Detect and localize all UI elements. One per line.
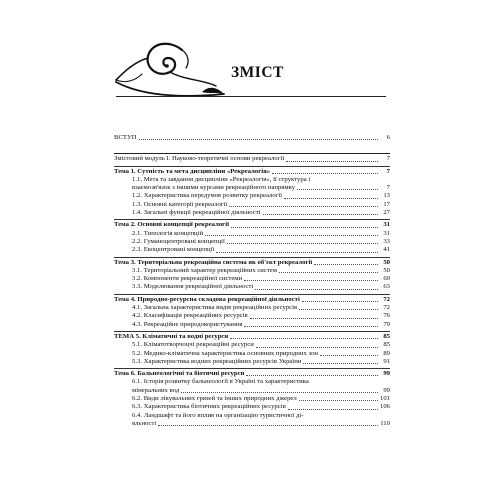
toc-entry-label: ВСТУП: [114, 134, 137, 141]
toc-subentry[interactable]: [114, 358, 390, 366]
toc-subentry[interactable]: [114, 341, 390, 349]
toc-subentry[interactable]: [114, 267, 390, 275]
toc-page-number: 17: [383, 200, 390, 208]
toc-subentry-label: 2.1. Типологія концепцій: [132, 229, 204, 237]
toc-topic-heading[interactable]: [114, 168, 390, 176]
toc-subentry[interactable]: [114, 238, 390, 246]
toc-subentry-row: [132, 201, 390, 209]
toc-subentry-row: [132, 283, 390, 291]
toc-subentry-row: [132, 304, 390, 312]
toc-subentry-row: [132, 350, 390, 358]
toc-subentry-row: [132, 358, 390, 366]
toc-subentry-row: [132, 395, 390, 403]
dot-leader: [299, 400, 378, 401]
dot-leader: [303, 363, 378, 364]
toc-topic-label: Тема 2. Основні концепції рекреалогії: [114, 221, 229, 229]
dot-leader: [229, 206, 378, 207]
dot-leader: [231, 227, 378, 228]
section-divider: [114, 219, 390, 220]
toc-subentry-label: яльності: [132, 419, 157, 427]
toc-subentry-label: взаємозв'язок з іншими курсами рекреаційного напрямку: [132, 184, 296, 192]
dot-leader: [158, 425, 378, 426]
toc-page-number: 72: [383, 304, 390, 312]
toc-subentry[interactable]: [114, 350, 390, 358]
toc-page-number: 33: [383, 237, 390, 245]
toc-subentry-row: [132, 275, 390, 283]
section-divider: [114, 166, 390, 167]
toc-subentry-label: 5.3. Характеристика водних рекреаційних ресурсів України: [132, 357, 302, 365]
toc-subentry[interactable]: [114, 246, 390, 254]
toc-subentry[interactable]: [114, 201, 390, 209]
toc-subentry[interactable]: [114, 176, 390, 193]
toc-page-number: 63: [383, 283, 390, 291]
toc-page-number: 101: [379, 395, 390, 403]
dot-leader: [250, 318, 378, 319]
toc-subentry[interactable]: [114, 412, 390, 429]
toc-topic-heading[interactable]: [114, 370, 390, 378]
toc-page-number: 99: [383, 386, 390, 394]
dot-leader: [297, 189, 378, 190]
dot-leader: [255, 289, 378, 290]
toc-subentry[interactable]: [114, 304, 390, 312]
toc-subentry-label: 1.3. Основні категорії рекреалогії: [132, 200, 228, 208]
toc-subentry[interactable]: [114, 403, 390, 411]
section-divider: [114, 294, 390, 295]
toc-subentry-label: 4.1. Загальна характеристика видів рекреаційних ресурсів: [132, 304, 298, 312]
toc-subentry-label: 3.3. Моделювання рекреаційної діяльності: [132, 283, 254, 291]
toc-topic-heading[interactable]: [114, 259, 390, 267]
dot-leader: [288, 409, 378, 410]
toc-subentry-label-line: 6.4. Ландшафт та його вплив на організацію туристичної ді-: [132, 411, 304, 419]
toc-topic-label: Тема 1. Сутність та мета дисципліни «Рекреалогія»: [114, 167, 271, 175]
toc-page-number: 85: [383, 332, 390, 340]
toc-topic-label: Тема 4. Природно-ресурсна складова рекреаційної діяльності: [114, 295, 300, 303]
toc-subentry-row: [132, 192, 390, 200]
toc-subentry[interactable]: [114, 192, 390, 200]
dot-leader: [227, 243, 378, 244]
toc-page-number: 6: [386, 134, 390, 141]
toc-subentry[interactable]: [114, 378, 390, 395]
dot-leader: [263, 214, 378, 215]
toc-page-number: 79: [383, 320, 390, 328]
toc-page-number: 91: [383, 357, 390, 365]
toc-page-number: 85: [383, 341, 390, 349]
toc-subentry-label: 6.2. Види лікувальних грязей та інших природних джерел: [132, 395, 297, 403]
toc-subentry-row: [132, 230, 390, 238]
dot-leader: [139, 139, 378, 140]
toc-subentry-label: 2.2. Гуманоцентровані концепції: [132, 237, 225, 245]
dot-leader: [216, 252, 378, 253]
toc-entry-module[interactable]: [114, 155, 390, 163]
toc-topic-heading[interactable]: [114, 333, 390, 341]
dot-leader: [279, 272, 378, 273]
dot-leader: [244, 280, 378, 281]
toc-topic-label: Тема 3. Територіальна рекреаційна система як об'єкт рекреалогії: [114, 258, 313, 266]
toc-subentry-row: [132, 321, 390, 329]
toc-page-number: 72: [383, 295, 390, 303]
toc-page-number: 76: [383, 312, 390, 320]
toc-page-number: 106: [379, 403, 390, 411]
title-underline-divider: [116, 96, 386, 97]
toc-subentry-label: 5.2. Медико-кліматична характеристика основних природних зон: [132, 349, 319, 357]
toc-subentry-row: [132, 341, 390, 349]
dot-leader: [320, 355, 378, 356]
section-divider: [114, 368, 390, 369]
dot-leader: [181, 392, 378, 393]
toc-subentry-row: [132, 387, 390, 395]
dot-leader: [286, 161, 378, 162]
toc-page-number: 13: [383, 192, 390, 200]
toc-subentry[interactable]: [114, 312, 390, 320]
toc-page-number: 31: [383, 221, 390, 229]
toc-subentry-label: 4.3. Рекреаційне природокористування: [132, 320, 243, 328]
toc-subentry[interactable]: [114, 395, 390, 403]
section-divider: [114, 153, 390, 154]
toc-subentry-label-line: 6.1. Історія розвитку бальнеології в Україні та характеристика: [132, 378, 309, 386]
toc-topics-list: [114, 166, 390, 429]
toc-page-number: 89: [383, 349, 390, 357]
toc-subentry-label: 3.2. Компоненти рекреаційної системи: [132, 275, 243, 283]
dot-leader: [284, 198, 378, 199]
toc-subentry[interactable]: [114, 209, 390, 217]
toc-page-number: 7: [386, 155, 390, 163]
dot-leader: [299, 309, 378, 310]
spacer: [114, 142, 390, 151]
toc-subentry-label: 1.4. Загальні функції рекреаційної діяльності: [132, 209, 261, 217]
toc-subentry-row: [132, 238, 390, 246]
toc-subentry-row: [132, 403, 390, 411]
toc-subentry[interactable]: [114, 283, 390, 291]
toc-topic-label: ТЕМА 5. Кліматичні та водні ресурси: [114, 332, 229, 340]
toc-subentry-row: [132, 184, 390, 192]
dot-leader: [302, 301, 378, 302]
toc-subentry-row: [132, 312, 390, 320]
toc-page-number: 31: [383, 229, 390, 237]
toc-page-number: 110: [380, 419, 390, 427]
dot-leader: [246, 375, 378, 376]
decorative-flourish-ornament: [112, 36, 232, 100]
table-of-contents: [114, 134, 390, 428]
toc-subentry-label: 5.1. Кліматотворчоцчі рекреаційні ресурси: [132, 341, 254, 349]
dot-leader: [244, 326, 378, 327]
toc-subentry-row: [132, 267, 390, 275]
toc-subentry-label-line: 1.1. Мета та завдання дисципліни «Рекреалогія», її структура і: [132, 175, 311, 183]
toc-page-number: 99: [383, 370, 390, 378]
toc-entry-intro[interactable]: [114, 134, 390, 142]
toc-subentry-label: 6.3. Характеристика біотичних рекреаційних ресурсів: [132, 403, 286, 411]
toc-topic-heading[interactable]: [114, 296, 390, 304]
toc-page-number: 50: [383, 266, 390, 274]
toc-page-number: 60: [383, 275, 390, 283]
dot-leader: [256, 347, 378, 348]
toc-subentry-row: [132, 209, 390, 217]
dot-leader: [230, 338, 378, 339]
toc-topic-label: Тема 6. Бальнеологічні та біотичні ресурси: [114, 370, 245, 378]
page-title: ЗМІСТ: [231, 64, 284, 81]
dot-leader: [205, 235, 378, 236]
toc-subentry[interactable]: [114, 321, 390, 329]
toc-module-label: Змістовий модуль І. Науково-теоретичні основи рекреалогії: [114, 155, 285, 163]
toc-page-number: 7: [386, 184, 390, 192]
section-divider: [114, 331, 390, 332]
toc-subentry-label: 1.2. Характеристика передумов розвитку рекреалогії: [132, 192, 283, 200]
toc-page-number: 50: [383, 258, 390, 266]
toc-subentry-row: [132, 420, 390, 428]
toc-subentry-label: 3.1. Територіальний характер рекреаційних систем: [132, 266, 277, 274]
section-divider: [114, 257, 390, 258]
toc-subentry-label: 2.3. Екоцентровані концепції: [132, 246, 215, 254]
toc-subentry[interactable]: [114, 230, 390, 238]
toc-subentry-row: [132, 246, 390, 254]
dot-leader: [314, 264, 378, 265]
dot-leader: [272, 173, 378, 174]
toc-page-number: 41: [383, 246, 390, 254]
toc-page-number: 27: [383, 209, 390, 217]
toc-page-number: 7: [386, 167, 390, 175]
toc-subentry-label: мінеральних вод: [132, 386, 180, 394]
toc-subentry-label: 4.2. Класифікація рекреаційних ресурсів: [132, 312, 248, 320]
toc-subentry[interactable]: [114, 275, 390, 283]
toc-topic-heading[interactable]: [114, 221, 390, 229]
